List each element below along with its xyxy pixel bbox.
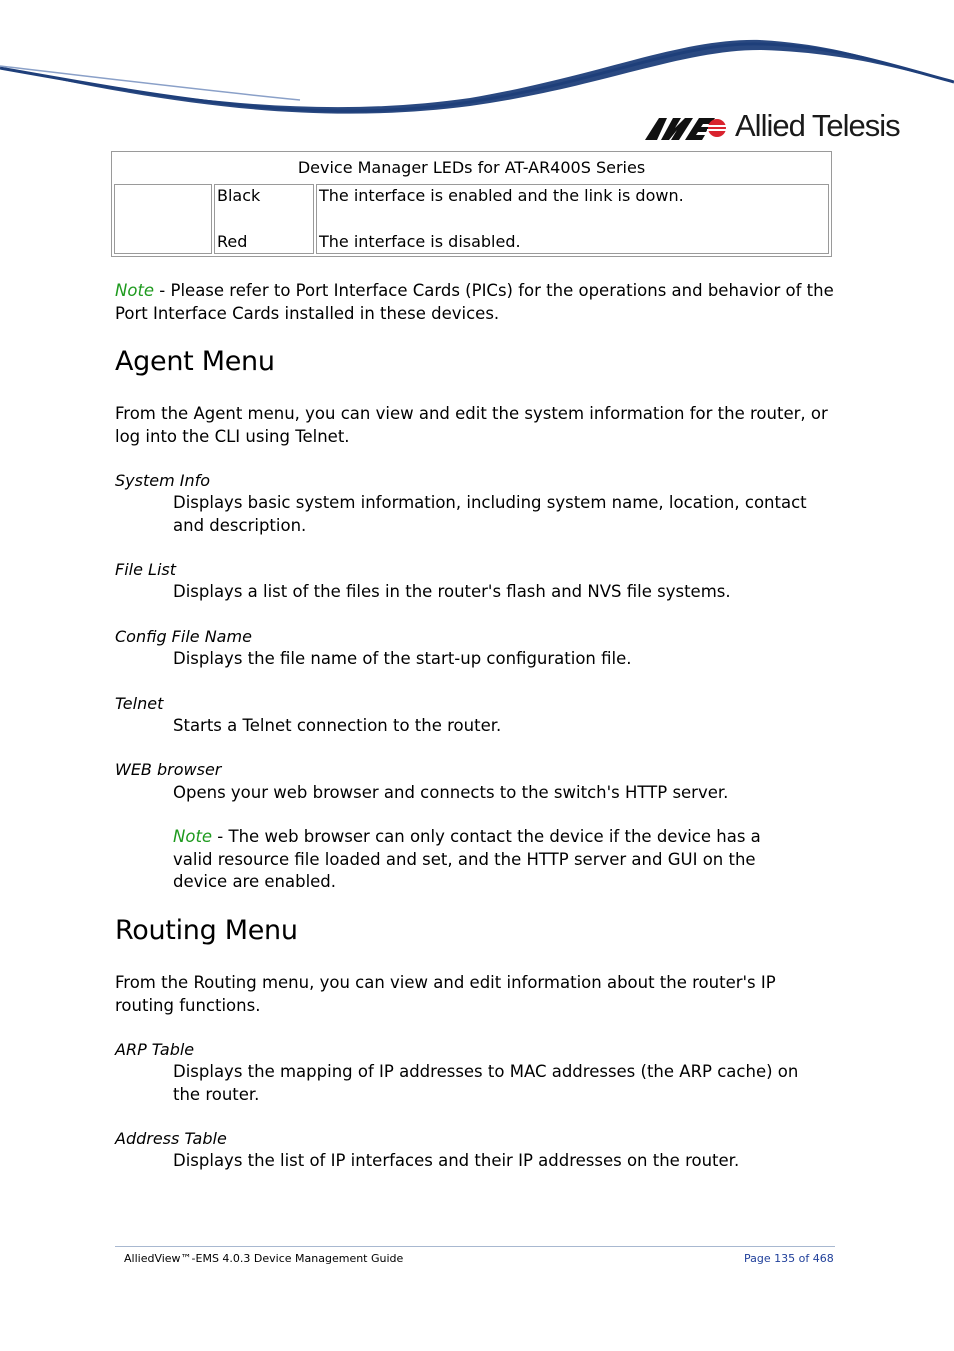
led-meaning-cell: [316, 184, 829, 254]
routing-intro: From the Routing menu, you can view and edit information about the router's IP routing functions.: [115, 973, 776, 1015]
desc-address-table: Displays the list of IP interfaces and their IP addresses on the router.: [173, 1151, 740, 1170]
led-color-cell: [214, 184, 314, 254]
term-telnet: Telnet: [115, 694, 164, 713]
term-file-list: File List: [115, 560, 176, 579]
desc-telnet: Starts a Telnet connection to the router.: [173, 716, 502, 735]
agent-intro: From the Agent menu, you can view and edit the system information for the router, or log into the CLI using Telnet.: [115, 404, 828, 446]
note-paragraph: [115, 280, 835, 325]
term-system-info: System Info: [115, 471, 211, 490]
term-address-table: Address Table: [115, 1129, 227, 1148]
footer-guide-title: AlliedView™-EMS 4.0.3 Device Management Guide: [124, 1252, 404, 1265]
term-web-browser: WEB browser: [115, 760, 222, 779]
agent-menu-heading: Agent Menu: [115, 346, 275, 377]
led-table: [111, 151, 832, 257]
led-icon-cell: [114, 184, 212, 254]
desc-file-list: Displays a list of the files in the router's flash and NVS file systems.: [173, 582, 731, 601]
web-browser-note: [173, 826, 783, 894]
brand-name: Allied Telesis: [735, 108, 900, 143]
led-color-black: Black: [217, 186, 261, 205]
term-config-file-name: Config File Name: [115, 627, 252, 646]
routing-menu-heading: Routing Menu: [115, 915, 298, 946]
note-text: - The web browser can only contact the device if the device has a valid resource file loaded and set, and the HTTP server and GUI on the device are enabled.: [173, 827, 761, 891]
desc-arp-table: Displays the mapping of IP addresses to MAC addresses (the ARP cache) on the router.: [173, 1062, 799, 1104]
desc-system-info: Displays basic system information, including system name, location, contact and description.: [173, 493, 807, 535]
table-row: [114, 184, 829, 254]
footer-divider: [115, 1246, 835, 1247]
led-meaning-black: The interface is enabled and the link is down.: [319, 186, 684, 205]
led-color-red: Red: [217, 232, 248, 251]
desc-config-file-name: Displays the file name of the start-up configuration file.: [173, 649, 632, 668]
term-arp-table: ARP Table: [115, 1040, 195, 1059]
table-title: Device Manager LEDs for AT-AR400S Series: [297, 158, 646, 177]
led-meaning-red: The interface is disabled.: [319, 232, 521, 251]
allied-telesis-logo: [645, 108, 905, 148]
note-label: Note: [115, 281, 155, 300]
note-label: Note: [173, 827, 213, 846]
note-text: - Please refer to Port Interface Cards (PICs) for the operations and behavior of the Port Interface Cards installed in these devices.: [115, 281, 834, 323]
allied-telesis-mark-icon: [645, 114, 729, 142]
desc-web-browser: Opens your web browser and connects to the switch's HTTP server.: [173, 783, 729, 802]
footer-page-number: Page 135 of 468: [744, 1252, 834, 1265]
